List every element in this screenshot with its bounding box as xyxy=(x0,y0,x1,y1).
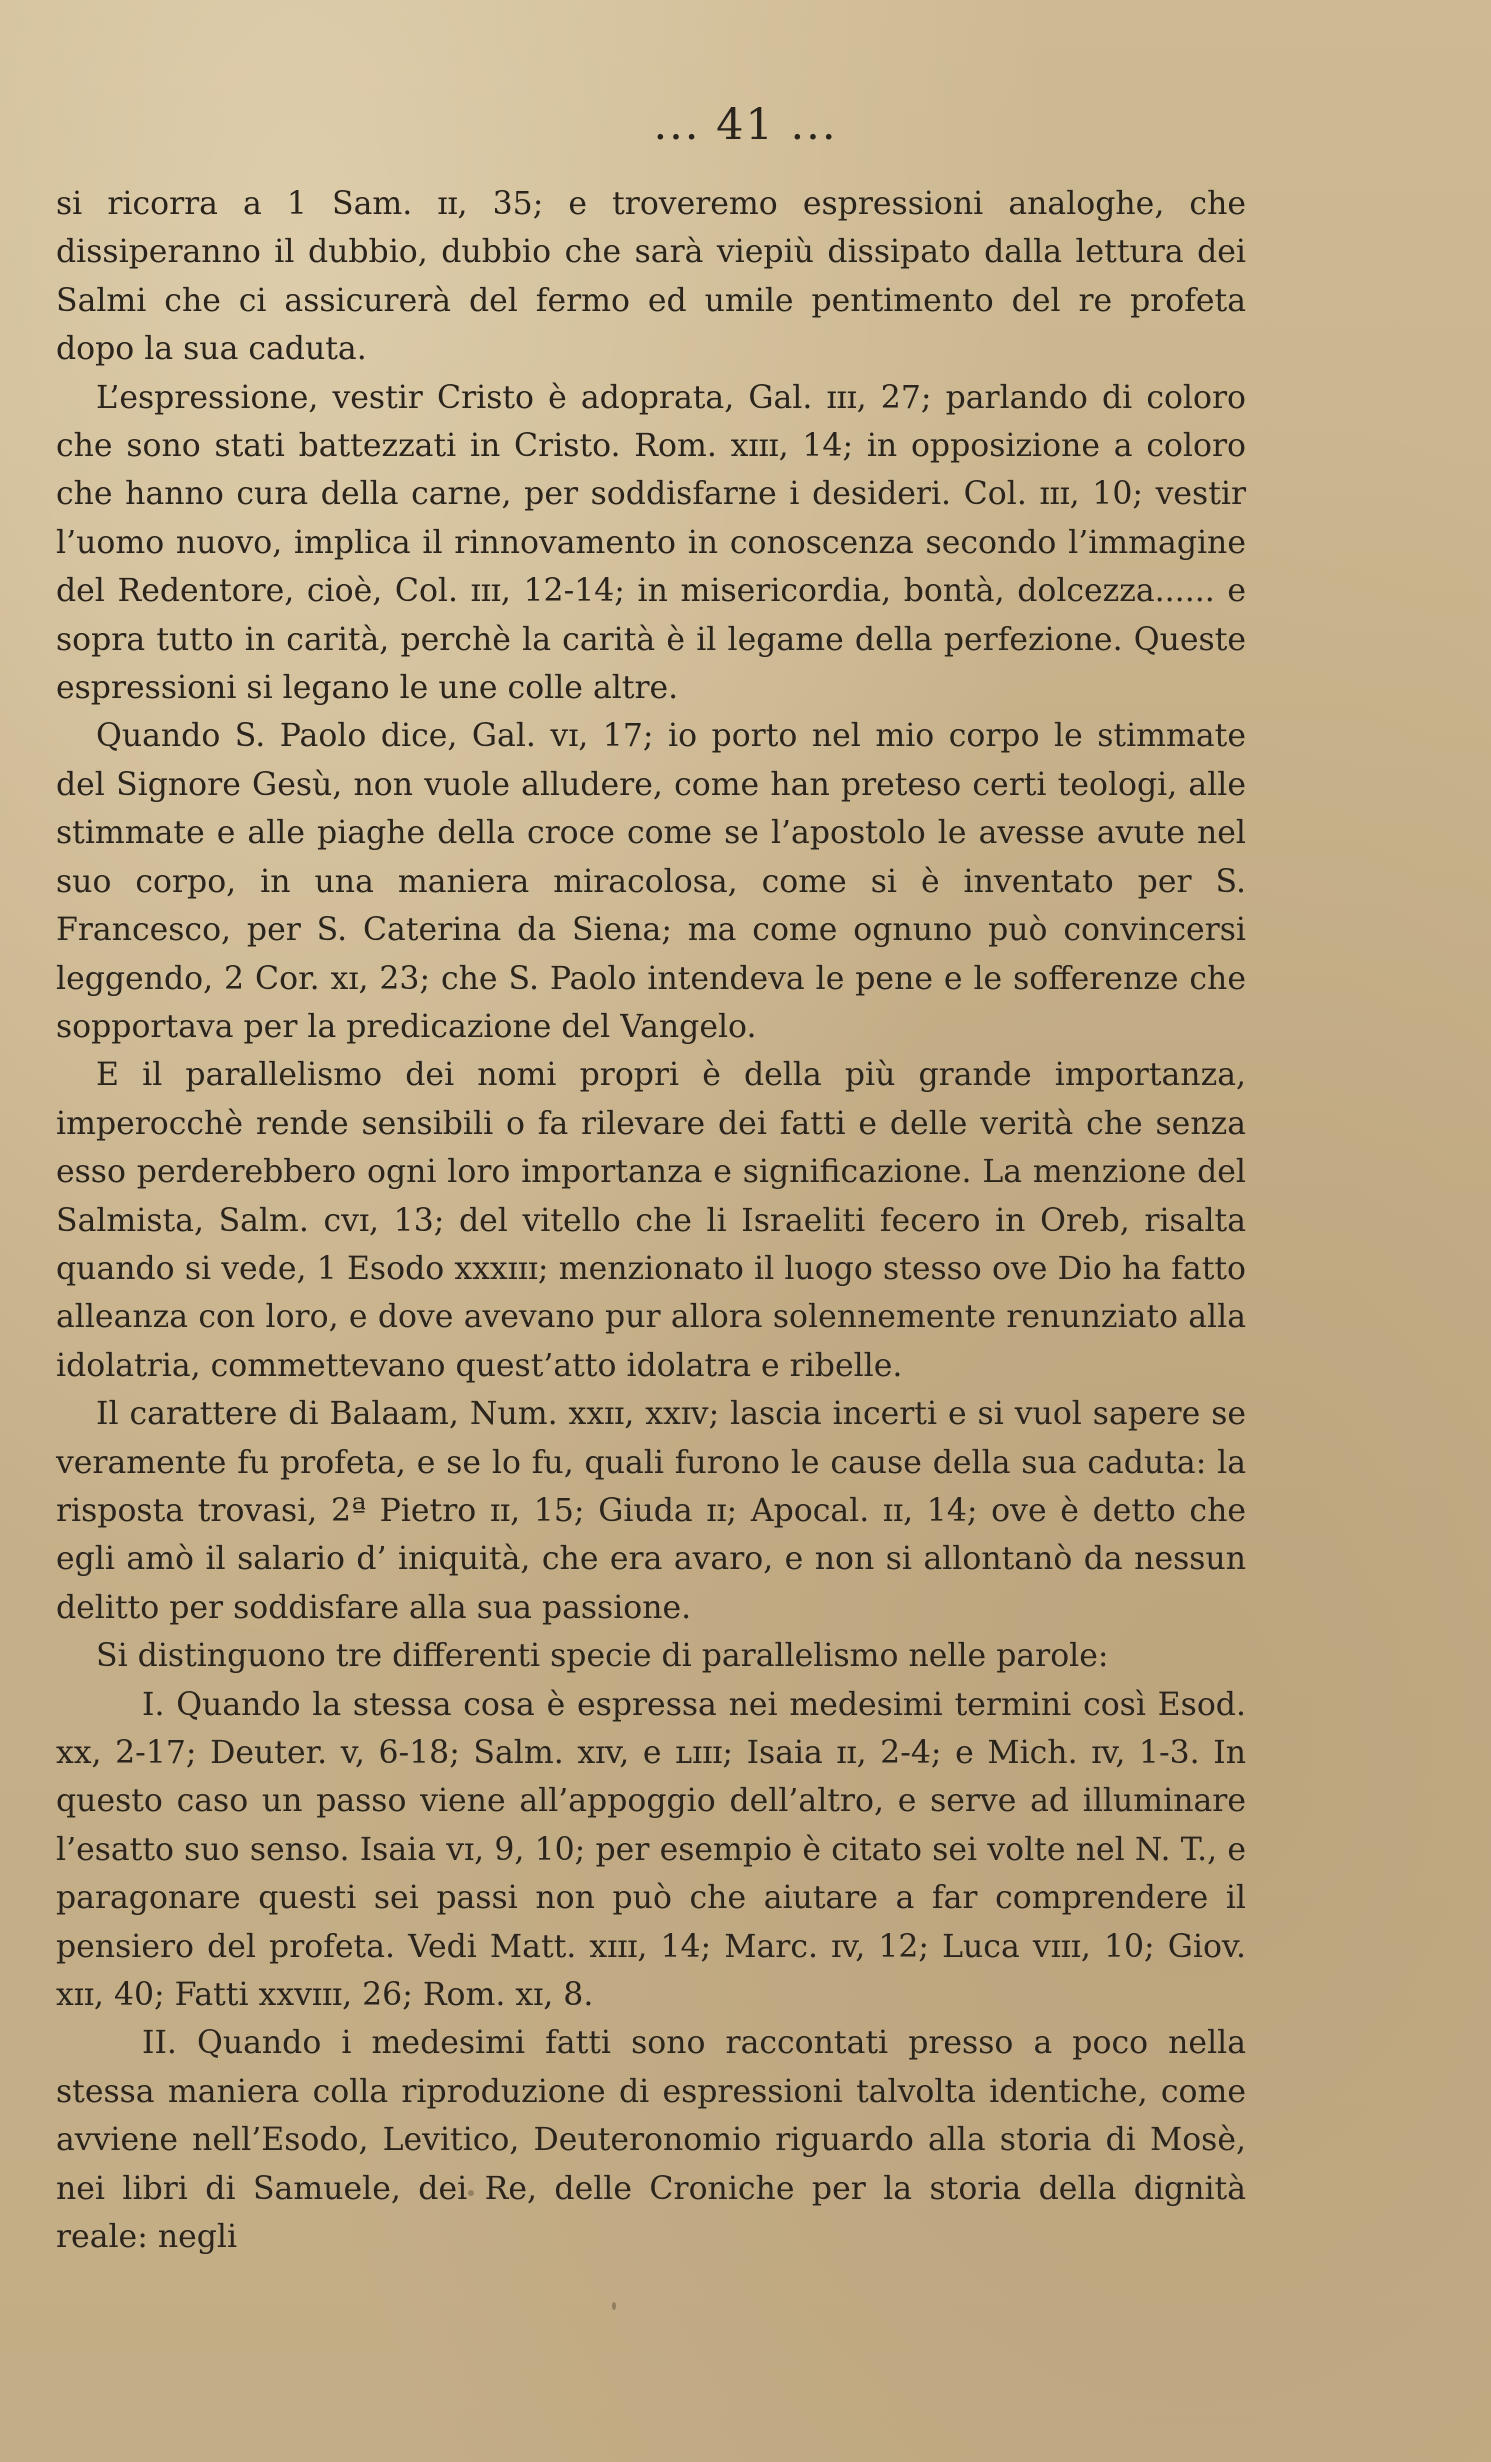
page-number: ... 41 ... xyxy=(653,100,838,150)
paragraph: si ricorra a 1 Sam. ɪɪ, 35; e troveremo espressioni analoghe, che dissiperanno il dubbio, dubbio che sarà viepiù dissipato dalla lettura dei Salmi che ci assicurerà del fermo ed umile pentimento del re profeta dopo la sua caduta. xyxy=(56,186,1246,368)
body-text xyxy=(56,180,1246,2261)
paragraph: Il carattere di Balaam, Num. xxɪɪ, xxɪv; lascia incerti e si vuol sapere se veramente fu profeta, e se lo fu, quali furono le cause della sua caduta: la risposta trovasi, 2ª Pietro ɪɪ, 15; Giuda ɪɪ; Apocal. ɪɪ, 14; ove è detto che egli amò il salario d’ iniquità, che era avaro, e non si allontanò da nessun delitto per soddisfare alla sua passione. xyxy=(56,1396,1246,1626)
paragraph: II. Quando i medesimi fatti sono raccontati presso a poco nella stessa maniera colla riproduzione di espressioni talvolta identiche, come avviene nell’Esodo, Levitico, Deuteronomio riguardo alla storia di Mosè, nei libri di Samuele, dei Re, delle Croniche per la storia della dignità reale: negli xyxy=(56,2025,1246,2256)
paragraph: Quando S. Paolo dice, Gal. vɪ, 17; io porto nel mio corpo le stimmate del Signore Gesù, non vuole alludere, come han preteso certi teologi, alle stimmate e alle piaghe della croce come se l’apostolo le avesse avute nel suo corpo, in una maniera miracolosa, come si è inventato per S. Francesco, per S. Caterina da Siena; ma come ognuno può convincersi leggendo, 2 Cor. xɪ, 23; che S. Paolo intendeva le pene e le sofferenze che sopportava per la predicazione del Vangelo. xyxy=(56,718,1246,1045)
paragraph: E il parallelismo dei nomi propri è della più grande importanza, imperocchè rende sensibili o fa rilevare dei fatti e delle verità che senza esso perderebbero ogni loro importanza e significazione. La menzione del Salmista, Salm. cvɪ, 13; del vitello che li Israeliti fecero in Oreb, risalta quando si vede, 1 Esodo xxxɪɪɪ; menzionato il luogo stesso ove Dio ha fatto alleanza con loro, e dove avevano pur allora solennemente renunziato alla idolatria, commettevano quest’atto idolatra e ribelle. xyxy=(56,1057,1246,1384)
paper-speck xyxy=(468,2190,474,2196)
paragraph: L’espressione, vestir Cristo è adoprata, Gal. ɪɪɪ, 27; parlando di coloro che sono stati battezzati in Cristo. Rom. xɪɪɪ, 14; in opposizione a coloro che hanno cura della carne, per soddisfarne i desideri. Col. ɪɪɪ, 10; vestir l’uomo nuovo, implica il rinnovamento in conoscenza secondo l’immagine del Redentore, cioè, Col. ɪɪɪ, 12-14; in misericordia, bontà, dolcezza...... e sopra tutto in carità, perchè la carità è il legame della perfezione. Queste espressioni si legano le une colle altre. xyxy=(56,379,1246,707)
paragraph: I. Quando la stessa cosa è espressa nei medesimi termini così Esod. xx, 2-17; Deuter. v, 6-18; Salm. xɪv, e ʟɪɪɪ; Isaia ɪɪ, 2-4; e Mich. ɪv, 1-3. In questo caso un passo viene all’appoggio dell’altro, e serve ad illuminare l’esatto suo senso. Isaia vɪ, 9, 10; per esempio è citato sei volte nel N. T., e paragonare questi sei passi non può che aiutare a far comprendere il pensiero del profeta. Vedi Matt. xɪɪɪ, 14; Marc. ɪv, 12; Luca vɪɪɪ, 10; Giov. xɪɪ, 40; Fatti xxvɪɪɪ, 26; Rom. xɪ, 8. xyxy=(56,1686,1246,2014)
paper-speck xyxy=(612,2302,616,2310)
paragraph: Si distinguono tre differenti specie di parallelismo nelle parole: xyxy=(96,1638,1109,1675)
